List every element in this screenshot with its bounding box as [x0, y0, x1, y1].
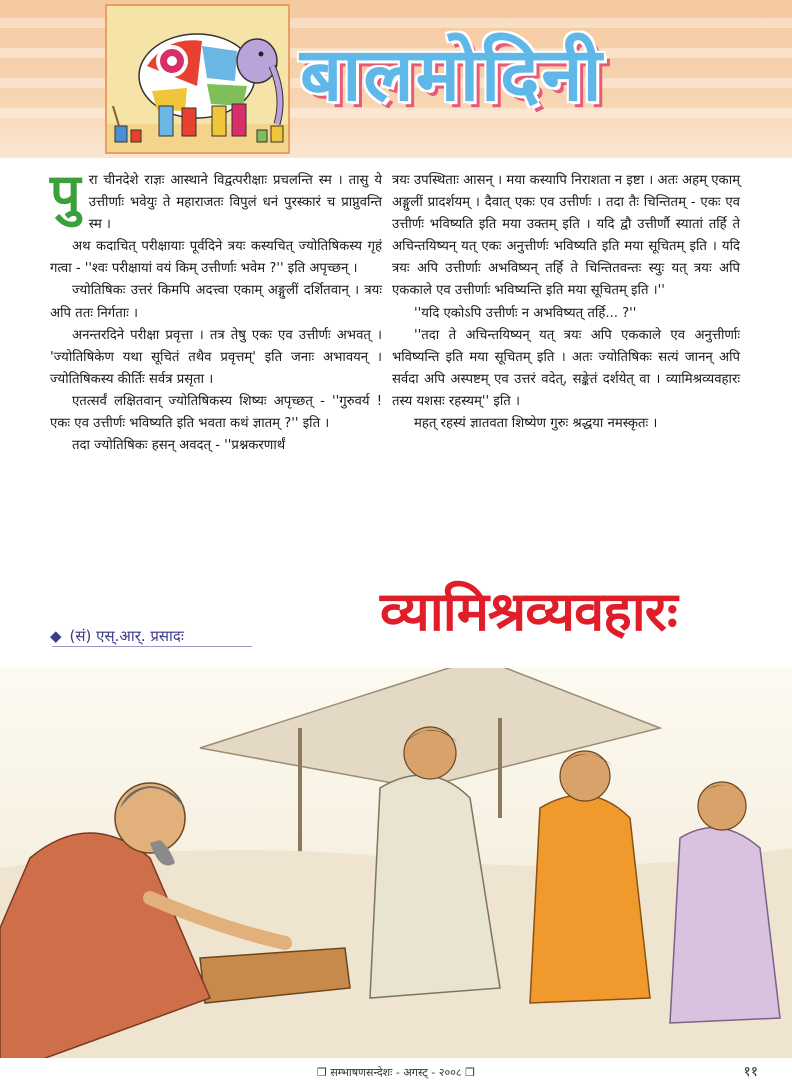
author-credit: [50, 626, 184, 646]
masthead-banner: [0, 0, 792, 158]
paragraph: ''तदा ते अचिन्तयिष्यन् यत् त्रयः अपि एककाले एव अनुत्तीर्णाः भविष्यन्ति इति मया सूचितम् इति । अतः ज्योतिषिकः सत्यं जानन् अपि सर्वदा अपि अस्पष्टम् एव उत्तरं वदेत्, सङ्केतं दर्शयेत् वा । व्यामिश्रव्यवहारः तस्य यशसः रहस्यम्'' इति ।: [392, 327, 740, 409]
elephant-illustration: [105, 4, 290, 154]
bracket-icon: ❒: [461, 1066, 475, 1079]
bracket-icon: ❒: [317, 1066, 331, 1079]
paragraph: एतत्सर्वं लक्षितवान् ज्योतिषिकस्य शिष्यः अपृच्छत् - ''गुरुवर्य ! एकः एव उत्तीर्णः भविष्यति इति भवता कथं ज्ञातम् ?'' इति ।: [50, 393, 382, 432]
paragraph: अथ कदाचित् परीक्षायाः पूर्वदिने त्रयः कस्यचित् ज्योतिषिकस्य गृहं गत्वा - ''श्वः परीक्षायां वयं किम् उत्तीर्णाः भवेम ?'' इति अपृच्छन् ।: [50, 239, 382, 277]
drop-cap: पु: [50, 162, 81, 225]
page-footer: [0, 1058, 792, 1087]
masthead-title: बालमोदिनी: [300, 32, 604, 118]
elephant-icon: [107, 6, 290, 154]
footer-text: [0, 1065, 792, 1080]
author-underline: [52, 646, 252, 647]
author-name: (सं) एस्.आर्. प्रसादः: [69, 627, 184, 645]
story-illustration: [0, 668, 792, 1060]
footer-publication: सम्भाषणसन्देशः - अगस्ट् - २००८: [330, 1066, 462, 1079]
astrologer-scene-icon: [0, 668, 792, 1060]
paragraph: ज्योतिषिकः उत्तरं किमपि अदत्त्वा एकाम् अङ्गुलीं दर्शितवान् । त्रयः अपि ततः निर्गताः ।: [50, 283, 382, 321]
paragraph: अनन्तरदिने परीक्षा प्रवृत्ता । तत्र तेषु एकः एव उत्तीर्णः अभवत् । 'ज्योतिषिकेण यथा सूचितं तथैव प्रवृत्तम्' इति जनाः अभावयन् । ज्योतिषिकस्य कीर्तिः सर्वत्र प्रसृता ।: [50, 327, 382, 387]
paragraph: त्रयः उपस्थिताः आसन् । मया कस्यापि निराशता न इष्टा । अतः अहम् एकाम् अङ्गुलीं प्रादर्शयम् । दैवात् एकः एव उत्तीर्णः । तदा तैः चिन्तितम् - एकः एव उत्तीर्णः भविष्यति इति मया उक्तम् इति । यदि द्वौ उत्तीर्णौ स्यातां तर्हि ते अचिन्तयिष्यन् यत् एकः अनुत्तीर्णः भविष्यति इति मया सूचितम् इति । यदि त्रयः अपि उत्तीर्णाः अभविष्यन् तर्हि ते चिन्तितवन्तः स्युः यत् त्रयः अपि एककाले एव उत्तीर्णाः भविष्यन्ति इति मया सूचितम् इति ।'': [392, 173, 740, 299]
article-column-left: [50, 162, 382, 457]
paragraph-text: रा चीनदेशे राज्ञः आस्थाने विद्वत्परीक्षाः प्रचलन्ति स्म । तासु ये उत्तीर्णाः भवेयुः ते महाराजतः विपुलं धनं पुरस्कारं च प्राप्नुवन्ति स्म ।: [88, 173, 382, 233]
paragraph: ''यदि एकोऽपि उत्तीर्णः न अभविष्यत् तर्हि... ?'': [414, 305, 637, 321]
article-column-right: [392, 170, 740, 435]
paragraph: महत् रहस्यं ज्ञातवता शिष्येण गुरुः श्रद्धया नमस्कृतः ।: [414, 416, 658, 432]
paragraph: [50, 162, 382, 236]
paragraph: तदा ज्योतिषिकः हसन् अवदत् - ''प्रश्नकरणार्थं: [72, 438, 286, 454]
page-number: ११: [743, 1064, 758, 1080]
diamond-icon: ◆: [50, 627, 62, 645]
article-title: व्यामिश्रव्यवहारः: [380, 580, 677, 643]
